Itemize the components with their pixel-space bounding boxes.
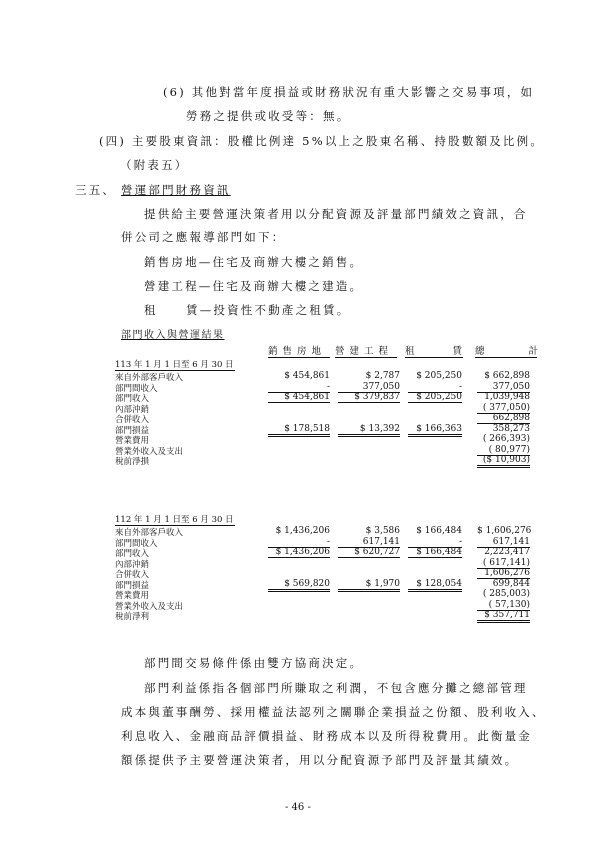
table-cell: $ 205,250	[408, 392, 462, 403]
row-label: 營業外收入及支出	[115, 601, 184, 612]
row-label: 來自外部客戶收入	[115, 528, 184, 538]
section-title: 營運部門財務資訊	[121, 183, 231, 197]
row-label: 合併收入	[115, 415, 150, 425]
note-line5: 額係提供予主要營運決策者，用以分配資源予部門及評量其績效。	[121, 753, 519, 767]
item-6-line1: (6) 其他對當年度損益或財務狀況有重大影響之交易事項，如	[163, 85, 535, 99]
table-cell: -	[268, 537, 330, 548]
table-cell: $ 13,392	[338, 424, 400, 437]
page-number: - 46 -	[285, 802, 311, 813]
table-cell: -	[408, 537, 462, 548]
table-cell: 377,050	[338, 382, 400, 393]
note-line3: 成本與董事酬勞、採用權益法認列之關聯企業損益之份額、股利收入、	[121, 705, 546, 719]
table-cell: 617,141	[477, 537, 530, 548]
period-label: 113 年 1 月 1 日至 6 月 30 日	[115, 360, 234, 370]
row-label: 部門收入	[115, 549, 150, 559]
table-cell: 377,050	[477, 382, 530, 393]
table-cell: 1,606,276	[477, 568, 530, 579]
section-para1-line2: 併公司之應報導部門如下：	[121, 230, 286, 244]
row-label: 部門收入	[115, 394, 150, 404]
row-label: 內部沖銷	[115, 404, 150, 415]
table-cell: 617,141	[338, 537, 400, 548]
table-cell: $ 454,861	[284, 371, 330, 381]
table-cell: -	[268, 382, 330, 393]
table-cell: $ 357,711	[477, 610, 530, 623]
table-cell: 2,223,417	[484, 547, 530, 557]
row-label: 部門損益	[115, 580, 150, 591]
item-6-line2: 勞務之提供或收受等：無。	[186, 109, 351, 123]
col-header-total: 總計	[475, 343, 537, 358]
table-cell: $ 662,898	[484, 371, 530, 381]
table-cell: $ 454,861	[268, 392, 330, 403]
col-header-leasing: 租賃	[405, 343, 463, 358]
col-header-sales: 銷售房地	[268, 343, 330, 358]
table-cell: $ 1,436,206	[268, 547, 330, 558]
segment-sales: 銷售房地—住宅及商辦大樓之銷售。	[144, 255, 364, 269]
row-label: 部門間收入	[115, 383, 158, 394]
table-cell: $ 1,970	[338, 579, 400, 592]
row-label: 部門損益	[115, 425, 150, 436]
col-header-construction: 營建工程	[335, 343, 397, 358]
table-cell: 699,844	[492, 578, 530, 589]
table-cell: $ 3,586	[365, 526, 400, 536]
row-label: 合併收入	[115, 570, 150, 580]
table-cell: ( 266,393)	[482, 434, 530, 444]
table-cell: $ 166,484	[416, 526, 462, 536]
item-4-line2: （附表五）	[120, 158, 189, 172]
row-label: 稅前淨損	[115, 457, 150, 467]
table-cell: $ 178,518	[268, 424, 330, 437]
section-number: 三五、	[75, 183, 117, 197]
table-cell: $ 1,436,206	[275, 526, 330, 536]
row-label: 營業外收入及支出	[115, 446, 184, 457]
row-label: 營業費用	[115, 436, 150, 446]
table-cell: ($ 10,903)	[477, 455, 530, 468]
table-cell: $ 166,484	[408, 547, 462, 558]
table-cell: 1,039,948	[484, 392, 530, 402]
table-cell: $ 205,250	[416, 371, 462, 381]
segment-construction: 營建工程—住宅及商辦大樓之建造。	[144, 279, 364, 293]
row-label: 內部沖銷	[115, 559, 150, 570]
row-label: 部門間收入	[115, 538, 158, 549]
note-line4: 利息收入、金融商品評價損益、財務成本以及所得稅費用。此衡量金	[121, 729, 532, 743]
period-label: 112 年 1 月 1 日至 6 月 30 日	[115, 515, 234, 525]
segment-leasing-a: 租	[144, 303, 158, 317]
note-line2: 部門利益係指各個部門所賺取之利潤，不包含應分攤之總部管理	[144, 681, 528, 695]
table-cell: $ 379,837	[338, 392, 400, 403]
table-cell: $ 620,727	[338, 547, 400, 558]
table-cell: ( 377,050)	[477, 403, 530, 414]
table-cell: $ 1,606,276	[477, 526, 532, 536]
item-4-line1: (四) 主要股東資訊：股權比例達 5%以上之股東名稱、持股數額及比例。	[99, 134, 545, 148]
table-cell: -	[408, 382, 462, 393]
table-cell: $ 2,787	[365, 371, 400, 381]
table-cell: $ 569,820	[268, 579, 330, 592]
table-cell: $ 166,363	[408, 424, 462, 437]
table-cell: 662,898	[477, 413, 530, 424]
table-title: 部門收入與營運結果	[121, 330, 225, 341]
table-cell: ( 285,003)	[482, 589, 530, 599]
segment-leasing-b: 賃—投資性不動產之租賃。	[186, 303, 351, 317]
row-label: 營業費用	[115, 591, 150, 601]
row-label: 稅前淨利	[115, 612, 150, 622]
table-cell: ( 80,977)	[477, 445, 530, 456]
note-line1: 部門間交易條件係由雙方協商決定。	[144, 656, 364, 670]
table-cell: 358,273	[492, 423, 530, 434]
section-para1-line1: 提供給主要營運決策者用以分配資源及評量部門績效之資訊，合	[144, 207, 528, 221]
table-cell: ( 617,141)	[477, 558, 530, 569]
table-cell: $ 128,054	[408, 579, 462, 592]
table-cell: ( 57,130)	[477, 600, 530, 611]
row-label: 來自外部客戶收入	[115, 373, 184, 383]
